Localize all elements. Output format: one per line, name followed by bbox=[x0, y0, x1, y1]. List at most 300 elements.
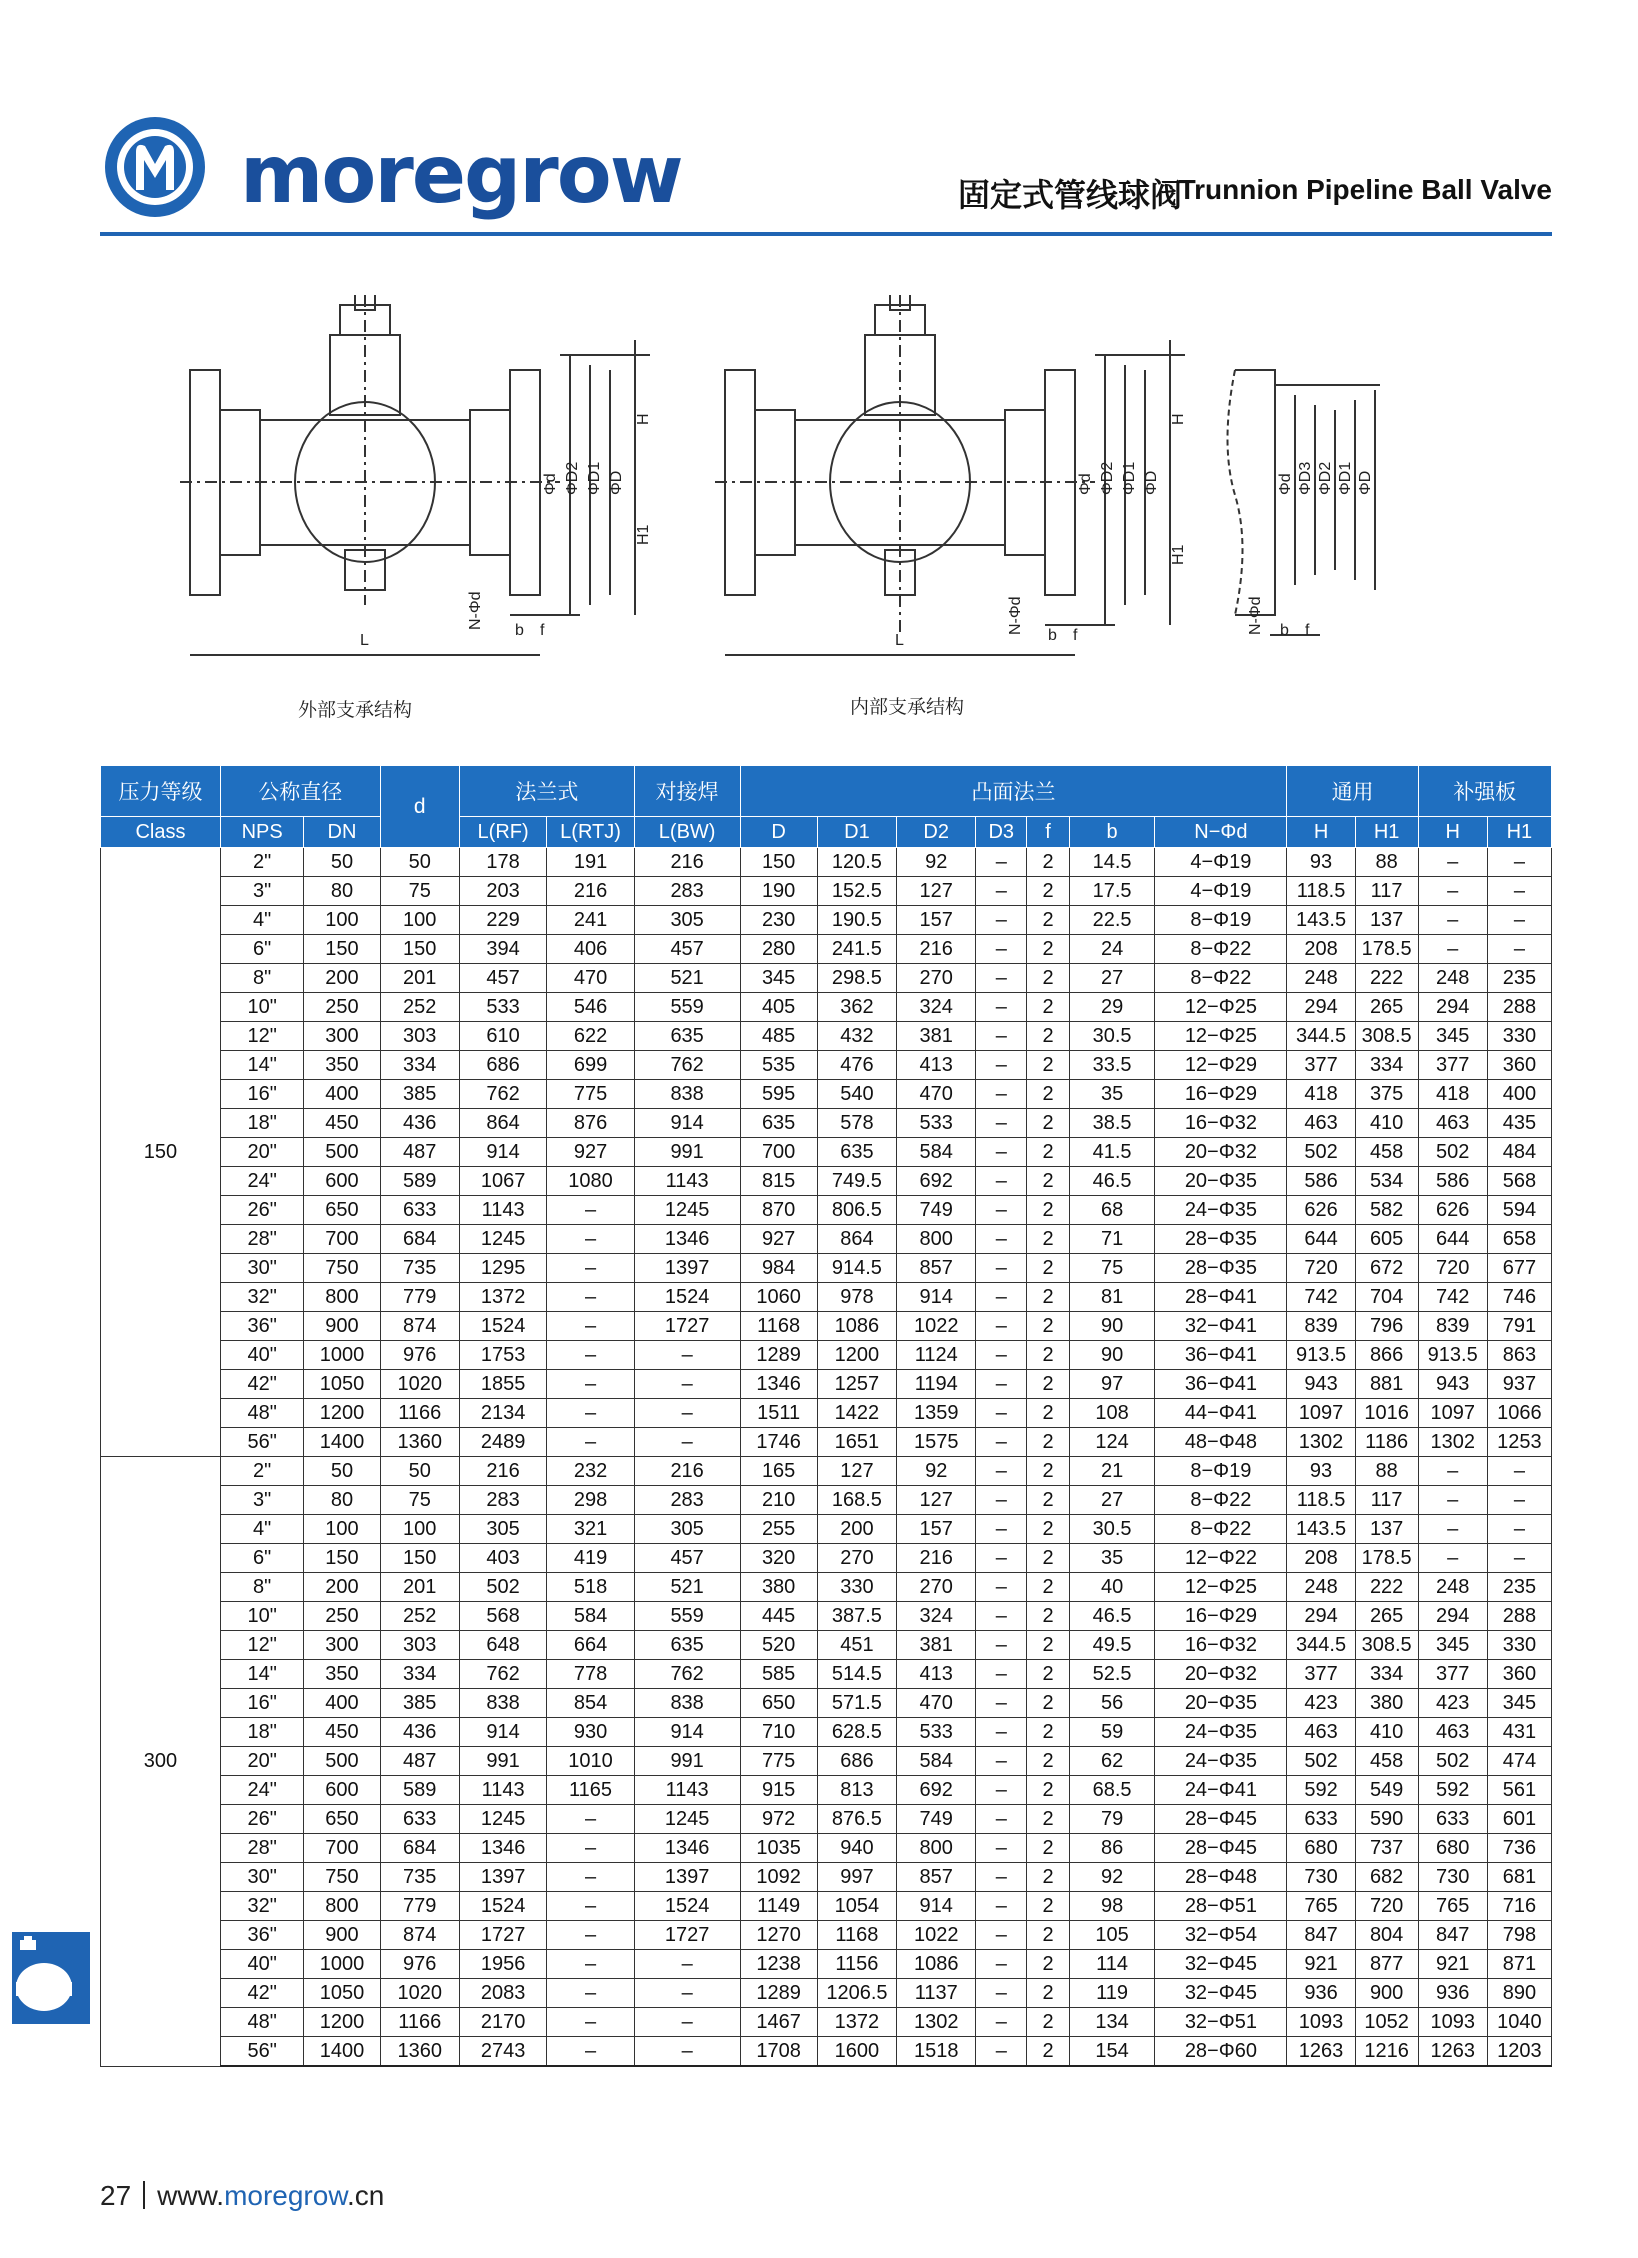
table-cell: 92 bbox=[897, 848, 976, 877]
table-cell: – bbox=[976, 935, 1027, 964]
table-cell: 436 bbox=[380, 1718, 459, 1747]
table-cell: 406 bbox=[547, 935, 634, 964]
dim-label-h: H bbox=[635, 413, 652, 425]
table-cell: 658 bbox=[1487, 1225, 1551, 1254]
table-cell: 93 bbox=[1287, 1457, 1355, 1486]
table-cell: 105 bbox=[1069, 1921, 1154, 1950]
table-cell: 216 bbox=[634, 1457, 740, 1486]
table-cell: – bbox=[976, 1921, 1027, 1950]
table-cell: 321 bbox=[547, 1515, 634, 1544]
table-cell: 200 bbox=[304, 964, 380, 993]
table-cell: – bbox=[976, 1544, 1027, 1573]
dim-label-h-2: H bbox=[1170, 413, 1187, 425]
table-cell: 381 bbox=[897, 1022, 976, 1051]
table-cell: – bbox=[976, 1747, 1027, 1776]
table-cell: 252 bbox=[380, 1602, 459, 1631]
table-cell: 178.5 bbox=[1355, 1544, 1418, 1573]
table-cell: 1524 bbox=[459, 1892, 546, 1921]
table-cell: 344.5 bbox=[1287, 1631, 1355, 1660]
table-cell: 222 bbox=[1355, 964, 1418, 993]
table-cell: 303 bbox=[380, 1022, 459, 1051]
table-cell: 1186 bbox=[1355, 1428, 1418, 1457]
table-cell: 40 bbox=[1069, 1573, 1154, 1602]
table-cell: – bbox=[634, 1341, 740, 1370]
table-cell: 2 bbox=[1027, 1631, 1070, 1660]
table-cell: 2 bbox=[1027, 1776, 1070, 1805]
table-cell: 2 bbox=[1027, 1051, 1070, 1080]
table-cell: – bbox=[547, 1428, 634, 1457]
table-cell: 1359 bbox=[897, 1399, 976, 1428]
th-col: NPS bbox=[220, 817, 303, 848]
dim-label-d1-3: ΦD1 bbox=[1337, 461, 1354, 495]
table-cell: 16−Φ29 bbox=[1155, 1080, 1287, 1109]
table-cell: 81 bbox=[1069, 1283, 1154, 1312]
weld-end-detail-drawing bbox=[1228, 370, 1381, 635]
table-cell: 677 bbox=[1487, 1254, 1551, 1283]
table-cell: 40" bbox=[220, 1950, 303, 1979]
table-cell: 8−Φ22 bbox=[1155, 1515, 1287, 1544]
table-cell: 796 bbox=[1355, 1312, 1418, 1341]
table-cell: 737 bbox=[1355, 1834, 1418, 1863]
table-cell: 1511 bbox=[740, 1399, 817, 1428]
valve-drawings bbox=[180, 295, 1480, 721]
th-reinforce: 补强板 bbox=[1418, 766, 1551, 817]
table-cell: – bbox=[976, 1051, 1027, 1080]
table-cell: 800 bbox=[304, 1283, 380, 1312]
table-cell: – bbox=[1487, 1515, 1551, 1544]
table-cell: 305 bbox=[634, 1515, 740, 1544]
table-cell: – bbox=[976, 2037, 1027, 2067]
table-cell: 650 bbox=[304, 1805, 380, 1834]
table-cell: 1124 bbox=[897, 1341, 976, 1370]
table-cell: 8−Φ22 bbox=[1155, 935, 1287, 964]
table-cell: 1022 bbox=[897, 1312, 976, 1341]
th-col: N−Φd bbox=[1155, 817, 1287, 848]
table-cell: 62 bbox=[1069, 1747, 1154, 1776]
table-cell: 476 bbox=[817, 1051, 896, 1080]
table-cell: 324 bbox=[897, 1602, 976, 1631]
class-cell: 150 bbox=[101, 848, 221, 1457]
table-cell: – bbox=[976, 1457, 1027, 1486]
table-row bbox=[101, 1109, 1552, 1138]
table-cell: 2 bbox=[1027, 1022, 1070, 1051]
table-cell: 377 bbox=[1418, 1660, 1487, 1689]
table-cell: 533 bbox=[897, 1718, 976, 1747]
table-cell: 200 bbox=[817, 1515, 896, 1544]
table-cell: 535 bbox=[740, 1051, 817, 1080]
table-cell: 791 bbox=[1487, 1312, 1551, 1341]
table-cell: 590 bbox=[1355, 1805, 1418, 1834]
table-cell: 582 bbox=[1355, 1196, 1418, 1225]
table-cell: 50 bbox=[304, 848, 380, 877]
brand-wordmark: moregrow bbox=[240, 128, 682, 221]
table-cell: 294 bbox=[1287, 1602, 1355, 1631]
table-cell: 568 bbox=[459, 1602, 546, 1631]
url-prefix[interactable]: www. bbox=[157, 2180, 225, 2211]
table-row bbox=[101, 1979, 1552, 2008]
table-cell: 79 bbox=[1069, 1805, 1154, 1834]
table-cell: 152.5 bbox=[817, 877, 896, 906]
table-cell: 385 bbox=[380, 1689, 459, 1718]
table-cell: 1467 bbox=[740, 2008, 817, 2037]
table-cell: 377 bbox=[1287, 1051, 1355, 1080]
table-cell: – bbox=[976, 2008, 1027, 2037]
table-cell: 568 bbox=[1487, 1167, 1551, 1196]
table-cell: 48" bbox=[220, 2008, 303, 2037]
table-row bbox=[101, 877, 1552, 906]
table-cell: 27 bbox=[1069, 1486, 1154, 1515]
table-cell: 400 bbox=[1487, 1080, 1551, 1109]
table-cell: 1016 bbox=[1355, 1399, 1418, 1428]
table-cell: 927 bbox=[740, 1225, 817, 1254]
table-cell: – bbox=[976, 1022, 1027, 1051]
table-cell: 681 bbox=[1487, 1863, 1551, 1892]
table-cell: 1372 bbox=[459, 1283, 546, 1312]
table-cell: – bbox=[1487, 848, 1551, 877]
table-cell: 1524 bbox=[634, 1892, 740, 1921]
table-cell: 450 bbox=[304, 1718, 380, 1747]
table-cell: 248 bbox=[1418, 1573, 1487, 1602]
table-cell: 294 bbox=[1287, 993, 1355, 1022]
table-cell: 1097 bbox=[1287, 1399, 1355, 1428]
th-col: b bbox=[1069, 817, 1154, 848]
table-cell: – bbox=[976, 1718, 1027, 1747]
table-cell: 232 bbox=[547, 1457, 634, 1486]
table-cell: 2 bbox=[1027, 906, 1070, 935]
th-col: Class bbox=[101, 817, 221, 848]
table-cell: 592 bbox=[1287, 1776, 1355, 1805]
table-cell: – bbox=[547, 1979, 634, 2008]
table-cell: 839 bbox=[1418, 1312, 1487, 1341]
table-row bbox=[101, 1892, 1552, 1921]
table-cell: 255 bbox=[740, 1515, 817, 1544]
table-cell: 46.5 bbox=[1069, 1602, 1154, 1631]
table-cell: 742 bbox=[1418, 1283, 1487, 1312]
table-cell: 210 bbox=[740, 1486, 817, 1515]
table-cell: 88 bbox=[1355, 848, 1418, 877]
table-cell: 1518 bbox=[897, 2037, 976, 2067]
table-cell: 2 bbox=[1027, 1341, 1070, 1370]
table-row bbox=[101, 1921, 1552, 1950]
table-cell: 435 bbox=[1487, 1109, 1551, 1138]
table-cell: 100 bbox=[380, 906, 459, 935]
table-cell: 1093 bbox=[1287, 2008, 1355, 2037]
url-brand[interactable]: moregrow bbox=[224, 2180, 347, 2211]
table-cell: 750 bbox=[304, 1863, 380, 1892]
table-cell: 86 bbox=[1069, 1834, 1154, 1863]
table-cell: 750 bbox=[304, 1254, 380, 1283]
table-cell: 1397 bbox=[459, 1863, 546, 1892]
table-cell: 377 bbox=[1287, 1660, 1355, 1689]
table-cell: 1149 bbox=[740, 1892, 817, 1921]
table-cell: 1206.5 bbox=[817, 1979, 896, 2008]
table-cell: 1727 bbox=[634, 1312, 740, 1341]
table-cell: 876 bbox=[547, 1109, 634, 1138]
table-cell: – bbox=[976, 1341, 1027, 1370]
table-cell: 457 bbox=[634, 935, 740, 964]
table-cell: 56 bbox=[1069, 1689, 1154, 1718]
table-cell: 250 bbox=[304, 993, 380, 1022]
table-cell: 168.5 bbox=[817, 1486, 896, 1515]
table-cell: – bbox=[976, 848, 1027, 877]
table-cell: 90 bbox=[1069, 1341, 1154, 1370]
table-cell: 235 bbox=[1487, 1573, 1551, 1602]
table-cell: 16" bbox=[220, 1689, 303, 1718]
page-title-en: Trunnion Pipeline Ball Valve bbox=[1178, 174, 1552, 205]
table-cell: 1022 bbox=[897, 1921, 976, 1950]
table-cell: 345 bbox=[1487, 1689, 1551, 1718]
table-cell: 75 bbox=[1069, 1254, 1154, 1283]
table-cell: 730 bbox=[1418, 1863, 1487, 1892]
table-cell: 6" bbox=[220, 1544, 303, 1573]
table-cell: 201 bbox=[380, 1573, 459, 1602]
table-cell: – bbox=[976, 1225, 1027, 1254]
table-cell: 735 bbox=[380, 1863, 459, 1892]
table-cell: 742 bbox=[1287, 1283, 1355, 1312]
table-cell: 1067 bbox=[459, 1167, 546, 1196]
table-cell: 26" bbox=[220, 1805, 303, 1834]
table-cell: 1086 bbox=[817, 1312, 896, 1341]
table-cell: 16−Φ32 bbox=[1155, 1109, 1287, 1138]
table-cell: 30" bbox=[220, 1863, 303, 1892]
table-cell: 2134 bbox=[459, 1399, 546, 1428]
table-cell: 635 bbox=[817, 1138, 896, 1167]
table-cell: 88 bbox=[1355, 1457, 1418, 1486]
table-cell: 1302 bbox=[897, 2008, 976, 2037]
table-row bbox=[101, 993, 1552, 1022]
table-cell: 463 bbox=[1287, 1718, 1355, 1747]
table-cell: 635 bbox=[740, 1109, 817, 1138]
table-cell: 976 bbox=[380, 1950, 459, 1979]
page-number: 27 bbox=[100, 2180, 132, 2211]
th-butt: 对接焊 bbox=[634, 766, 740, 817]
table-cell: 502 bbox=[1287, 1747, 1355, 1776]
table-cell: 32−Φ51 bbox=[1155, 2008, 1287, 2037]
table-cell: 804 bbox=[1355, 1921, 1418, 1950]
th-d: d bbox=[380, 766, 459, 848]
table-cell: 127 bbox=[897, 1486, 976, 1515]
table-cell: 1086 bbox=[897, 1950, 976, 1979]
table-cell: 24" bbox=[220, 1167, 303, 1196]
table-cell: 586 bbox=[1287, 1167, 1355, 1196]
table-cell: 839 bbox=[1287, 1312, 1355, 1341]
table-cell: 1524 bbox=[634, 1283, 740, 1312]
table-cell: 520 bbox=[740, 1631, 817, 1660]
table-cell: 1166 bbox=[380, 1399, 459, 1428]
table-cell: 4" bbox=[220, 906, 303, 935]
table-row bbox=[101, 1399, 1552, 1428]
table-cell: – bbox=[547, 1950, 634, 1979]
table-cell: 866 bbox=[1355, 1341, 1418, 1370]
table-cell: 720 bbox=[1287, 1254, 1355, 1283]
dim-label-d-2: Φd bbox=[1077, 473, 1094, 495]
table-row bbox=[101, 1022, 1552, 1051]
table-cell: 8−Φ19 bbox=[1155, 1457, 1287, 1486]
table-cell: 1263 bbox=[1287, 2037, 1355, 2067]
table-cell: 381 bbox=[897, 1631, 976, 1660]
table-cell: – bbox=[976, 1370, 1027, 1399]
table-cell: 1156 bbox=[817, 1950, 896, 1979]
table-cell: – bbox=[976, 906, 1027, 935]
table-cell: 914 bbox=[634, 1718, 740, 1747]
table-cell: 143.5 bbox=[1287, 906, 1355, 935]
table-cell: 1143 bbox=[459, 1776, 546, 1805]
table-cell: 2 bbox=[1027, 2008, 1070, 2037]
table-cell: 730 bbox=[1287, 1863, 1355, 1892]
table-cell: 534 bbox=[1355, 1167, 1418, 1196]
table-cell: 2 bbox=[1027, 1254, 1070, 1283]
table-cell: 3" bbox=[220, 1486, 303, 1515]
sub-header-row bbox=[101, 817, 1552, 848]
table-cell: 610 bbox=[459, 1022, 546, 1051]
table-cell: 1143 bbox=[634, 1776, 740, 1805]
table-cell: 914.5 bbox=[817, 1254, 896, 1283]
table-cell: 413 bbox=[897, 1660, 976, 1689]
table-cell: 100 bbox=[304, 1515, 380, 1544]
table-cell: 900 bbox=[304, 1921, 380, 1950]
table-row bbox=[101, 1138, 1552, 1167]
table-cell: 42" bbox=[220, 1370, 303, 1399]
table-cell: 927 bbox=[547, 1138, 634, 1167]
table-cell: 16−Φ29 bbox=[1155, 1602, 1287, 1631]
table-cell: 1137 bbox=[897, 1979, 976, 2008]
table-cell: 502 bbox=[459, 1573, 546, 1602]
table-cell: 14" bbox=[220, 1051, 303, 1080]
table-cell: – bbox=[976, 877, 1027, 906]
dim-label-d3-3: ΦD3 bbox=[1297, 461, 1314, 495]
table-cell: 32" bbox=[220, 1283, 303, 1312]
table-cell: 235 bbox=[1487, 964, 1551, 993]
table-cell: 49.5 bbox=[1069, 1631, 1154, 1660]
table-cell: 1727 bbox=[634, 1921, 740, 1950]
table-row bbox=[101, 1428, 1552, 1457]
table-cell: 400 bbox=[304, 1080, 380, 1109]
table-cell: 265 bbox=[1355, 993, 1418, 1022]
table-cell: 230 bbox=[740, 906, 817, 935]
table-cell: 877 bbox=[1355, 1950, 1418, 1979]
table-cell: 360 bbox=[1487, 1051, 1551, 1080]
table-cell: 2 bbox=[1027, 1196, 1070, 1225]
table-cell: 308.5 bbox=[1355, 1631, 1418, 1660]
table-cell: 1245 bbox=[459, 1805, 546, 1834]
table-cell: 847 bbox=[1287, 1921, 1355, 1950]
table-cell: 280 bbox=[740, 935, 817, 964]
table-cell: 324 bbox=[897, 993, 976, 1022]
table-cell: – bbox=[976, 1573, 1027, 1602]
dim-label-f: f bbox=[540, 622, 545, 639]
table-cell: 800 bbox=[897, 1225, 976, 1254]
table-cell: 190 bbox=[740, 877, 817, 906]
table-cell: 303 bbox=[380, 1631, 459, 1660]
table-cell: 14" bbox=[220, 1660, 303, 1689]
table-cell: 500 bbox=[304, 1747, 380, 1776]
table-cell: 991 bbox=[459, 1747, 546, 1776]
table-cell: 41.5 bbox=[1069, 1138, 1154, 1167]
table-cell: 502 bbox=[1418, 1138, 1487, 1167]
dim-label-h1: H1 bbox=[635, 524, 652, 545]
table-cell: 775 bbox=[547, 1080, 634, 1109]
table-cell: 2 bbox=[1027, 1602, 1070, 1631]
page-header bbox=[100, 112, 1552, 242]
table-cell: 2 bbox=[1027, 1457, 1070, 1486]
table-cell: 605 bbox=[1355, 1225, 1418, 1254]
table-cell: 52.5 bbox=[1069, 1660, 1154, 1689]
table-cell: 749 bbox=[897, 1196, 976, 1225]
table-cell: – bbox=[976, 1950, 1027, 1979]
dim-label-f-2: f bbox=[1073, 627, 1078, 644]
table-cell: 216 bbox=[897, 1544, 976, 1573]
table-cell: – bbox=[547, 1892, 634, 1921]
table-cell: 749.5 bbox=[817, 1167, 896, 1196]
table-cell: 208 bbox=[1287, 1544, 1355, 1573]
table-cell: 2083 bbox=[459, 1979, 546, 2008]
table-cell: 549 bbox=[1355, 1776, 1418, 1805]
dim-label-d1: ΦD1 bbox=[586, 461, 603, 495]
table-cell: 36−Φ41 bbox=[1155, 1370, 1287, 1399]
table-cell: 838 bbox=[634, 1689, 740, 1718]
th-col: f bbox=[1027, 817, 1070, 848]
table-cell: 157 bbox=[897, 1515, 976, 1544]
dim-label-dd-2: ΦD bbox=[1143, 470, 1160, 495]
table-cell: 890 bbox=[1487, 1979, 1551, 2008]
table-cell: 12−Φ22 bbox=[1155, 1544, 1287, 1573]
table-cell: 431 bbox=[1487, 1718, 1551, 1747]
table-cell: 114 bbox=[1069, 1950, 1154, 1979]
table-cell: 847 bbox=[1418, 1921, 1487, 1950]
url-suffix[interactable]: .cn bbox=[347, 2180, 385, 2211]
table-cell: 50 bbox=[304, 1457, 380, 1486]
table-cell: – bbox=[547, 1283, 634, 1312]
table-cell: 854 bbox=[547, 1689, 634, 1718]
table-cell: 360 bbox=[1487, 1660, 1551, 1689]
table-cell: 33.5 bbox=[1069, 1051, 1154, 1080]
table-cell: 35 bbox=[1069, 1080, 1154, 1109]
table-cell: – bbox=[976, 964, 1027, 993]
table-row bbox=[101, 1196, 1552, 1225]
table-row bbox=[101, 848, 1552, 877]
table-cell: 2 bbox=[1027, 993, 1070, 1022]
table-cell: 22.5 bbox=[1069, 906, 1154, 935]
table-cell: 1035 bbox=[740, 1834, 817, 1863]
table-cell: 97 bbox=[1069, 1370, 1154, 1399]
table-cell: – bbox=[976, 1660, 1027, 1689]
table-cell: 779 bbox=[380, 1283, 459, 1312]
table-cell: 32−Φ41 bbox=[1155, 1312, 1287, 1341]
table-cell: 1708 bbox=[740, 2037, 817, 2067]
th-col: H bbox=[1287, 817, 1355, 848]
table-cell: 1080 bbox=[547, 1167, 634, 1196]
table-cell: 450 bbox=[304, 1109, 380, 1138]
table-cell: 334 bbox=[1355, 1660, 1418, 1689]
table-cell: 2 bbox=[1027, 964, 1070, 993]
table-cell: 150 bbox=[740, 848, 817, 877]
table-cell: 1000 bbox=[304, 1341, 380, 1370]
table-cell: 1295 bbox=[459, 1254, 546, 1283]
table-cell: 2 bbox=[1027, 1573, 1070, 1602]
table-cell: 559 bbox=[634, 993, 740, 1022]
table-cell: 2 bbox=[1027, 1805, 1070, 1834]
table-row bbox=[101, 1573, 1552, 1602]
table-row bbox=[101, 1950, 1552, 1979]
table-row bbox=[101, 1080, 1552, 1109]
table-cell: 418 bbox=[1287, 1080, 1355, 1109]
table-cell: 672 bbox=[1355, 1254, 1418, 1283]
table-cell: 24−Φ35 bbox=[1155, 1718, 1287, 1747]
table-cell: 24" bbox=[220, 1776, 303, 1805]
table-cell: 484 bbox=[1487, 1138, 1551, 1167]
table-row bbox=[101, 2008, 1552, 2037]
table-cell: 208 bbox=[1287, 935, 1355, 964]
